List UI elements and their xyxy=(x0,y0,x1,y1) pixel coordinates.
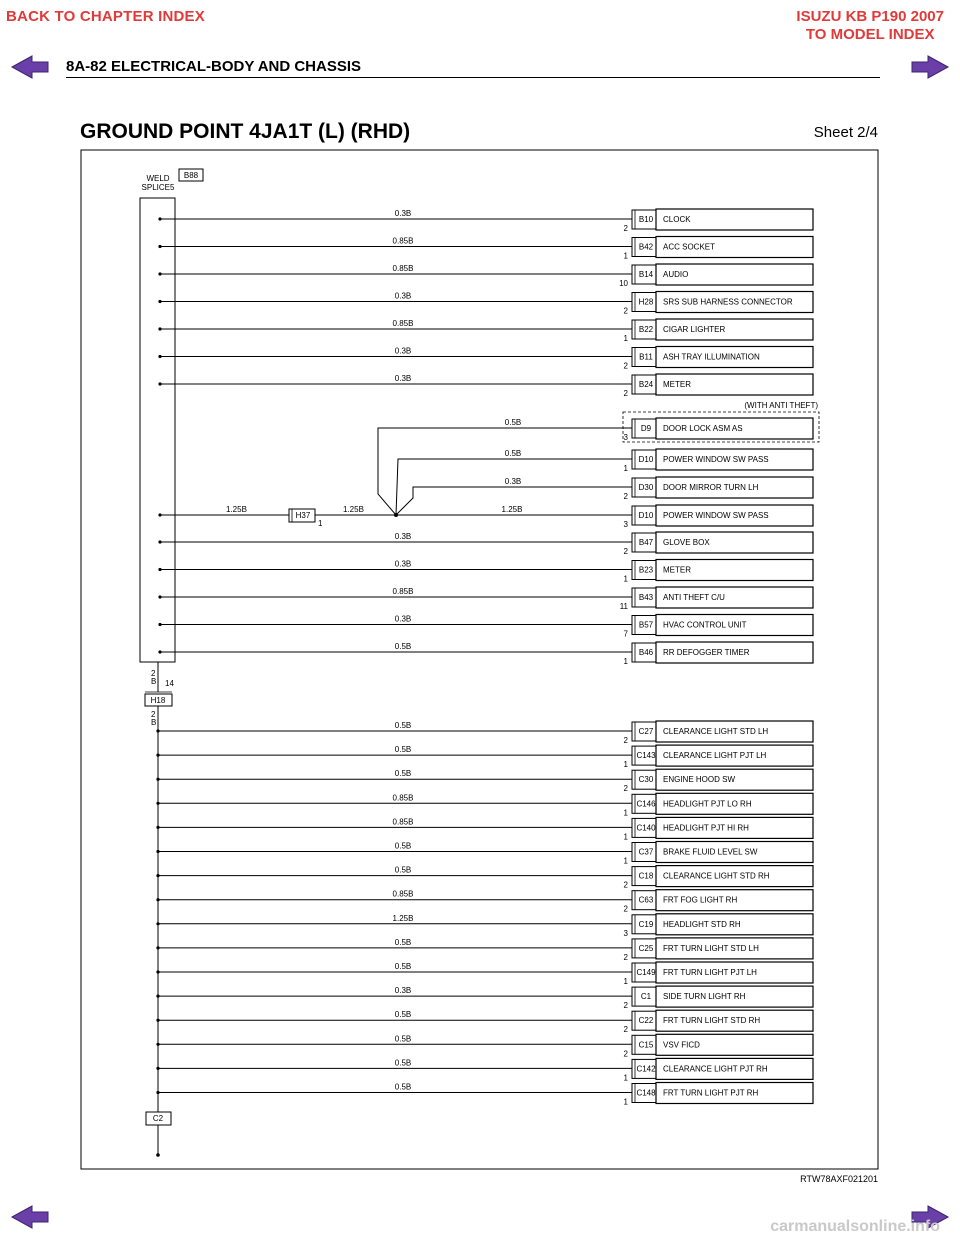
wire-size: 0.5B xyxy=(394,1010,412,1020)
wire-size: 0.5B xyxy=(394,721,412,730)
connector-id: C30 xyxy=(638,775,654,785)
h37-pin: 1 xyxy=(318,519,323,528)
connector-id: C27 xyxy=(638,727,654,736)
h37-splice-dot xyxy=(158,513,161,516)
wire-size: 0.5B xyxy=(394,745,412,755)
connector-id: C37 xyxy=(638,847,654,857)
ground-point-dot xyxy=(156,1153,160,1157)
wire-size: 0.85B xyxy=(392,793,414,803)
wire-size: 0.5B xyxy=(394,937,412,947)
splice-dot xyxy=(156,826,159,829)
circuit-row xyxy=(505,418,813,442)
with-anti-theft-label: (WITH ANTI THEFT) xyxy=(744,401,818,410)
pin-number: 2 xyxy=(623,547,628,556)
pin-number: 1 xyxy=(623,977,628,986)
component-label: ANTI THEFT C/U xyxy=(663,593,725,602)
splice-dot xyxy=(156,1019,159,1022)
wire-size: 0.85B xyxy=(392,236,414,246)
pin-number: 2 xyxy=(623,1001,628,1011)
circuit-row xyxy=(156,793,813,817)
splice-dot xyxy=(158,327,161,330)
connector-id: C1 xyxy=(640,992,652,1002)
component-label: FRT TURN LIGHT PJT RH xyxy=(663,1088,759,1098)
h18-bot-wire-2: B xyxy=(151,718,157,727)
connector-id: B10 xyxy=(638,215,654,224)
splice-dot xyxy=(156,850,159,853)
component-label: DOOR MIRROR TURN LH xyxy=(663,483,759,492)
circuit-row xyxy=(158,560,813,584)
h37-connector-label: H37 xyxy=(295,511,311,520)
component-label: HEADLIGHT PJT HI RH xyxy=(663,823,749,833)
splice-dot xyxy=(158,650,161,653)
splice-dot xyxy=(156,946,159,949)
connector-id: C146 xyxy=(636,799,656,809)
h37-wire-left: 1.25B xyxy=(226,505,247,514)
pin-number: 1 xyxy=(623,464,628,473)
component-label: SIDE TURN LIGHT RH xyxy=(663,992,746,1002)
pin-number: 2 xyxy=(623,784,628,794)
component-label: BRAKE FLUID LEVEL SW xyxy=(663,847,758,857)
wire-size: 0.3B xyxy=(394,559,412,569)
wire-size: 0.5B xyxy=(394,1034,412,1044)
splice-dot xyxy=(158,272,161,275)
pin-number: 2 xyxy=(623,492,628,501)
circuit-row xyxy=(156,1058,813,1082)
wire-size: 0.5B xyxy=(394,1082,412,1092)
weld-splice-block xyxy=(140,198,175,662)
component-label: DOOR LOCK ASM AS xyxy=(663,424,743,433)
circuit-row xyxy=(156,914,813,938)
connector-id: B11 xyxy=(639,352,653,362)
splice-dot xyxy=(156,729,159,732)
wire-size: 0.5B xyxy=(394,962,412,971)
wire-size: 0.3B xyxy=(504,477,522,486)
splice-dot xyxy=(158,300,161,303)
component-label: CLEARANCE LIGHT STD LH xyxy=(663,727,769,736)
splice-dot xyxy=(156,970,159,973)
circuit-row xyxy=(158,264,813,288)
branch-wire-d9 xyxy=(378,428,632,515)
circuit-row xyxy=(158,237,813,261)
wire-size: 0.5B xyxy=(394,769,412,779)
model-name: ISUZU KB P190 2007 xyxy=(796,8,944,25)
splice-dot xyxy=(158,245,161,248)
component-label: HVAC CONTROL UNIT xyxy=(663,620,747,630)
pin-number: 2 xyxy=(623,1025,628,1035)
pin-number: 1 xyxy=(623,251,628,261)
pin-number: 11 xyxy=(619,602,628,611)
component-label: HEADLIGHT PJT LO RH xyxy=(663,799,752,809)
splice-dot xyxy=(158,355,161,358)
circuit-row xyxy=(156,938,813,962)
wire-size: 0.85B xyxy=(392,319,414,328)
splice-dot xyxy=(158,568,161,571)
connector-id: B57 xyxy=(638,620,654,630)
splice-dot xyxy=(158,623,161,626)
pin-number: 1 xyxy=(623,1097,628,1107)
component-label: HEADLIGHT STD RH xyxy=(663,919,741,929)
splice-dot xyxy=(156,802,159,805)
pin-number: 1 xyxy=(623,808,628,818)
circuit-row xyxy=(156,1010,813,1034)
splice-connector-label: B88 xyxy=(183,171,199,180)
splice-dot xyxy=(156,922,159,925)
wire-size: 0.5B xyxy=(394,642,412,651)
pin-number: 3 xyxy=(623,520,628,529)
component-label: POWER WINDOW SW PASS xyxy=(663,511,769,520)
pin-number: 2 xyxy=(623,224,628,233)
circuit-row xyxy=(156,890,813,914)
wire-size: 0.5B xyxy=(504,449,522,458)
wire-size: 0.3B xyxy=(394,374,412,383)
splice-dot xyxy=(156,754,159,757)
sheet-number: Sheet 2/4 xyxy=(813,124,878,141)
circuit-row xyxy=(158,292,813,316)
circuit-row xyxy=(156,745,813,769)
connector-id: B43 xyxy=(638,593,654,602)
wire-size: 0.5B xyxy=(394,841,412,851)
circuit-row xyxy=(505,477,813,501)
connector-id: C148 xyxy=(636,1088,656,1098)
component-label: POWER WINDOW SW PASS xyxy=(663,455,769,464)
circuit-row xyxy=(156,962,813,986)
component-label: SRS SUB HARNESS CONNECTOR xyxy=(663,297,793,307)
component-label: METER xyxy=(663,380,691,389)
wire-size: 0.3B xyxy=(394,614,412,624)
page-title: GROUND POINT 4JA1T (L) (RHD) xyxy=(80,120,411,143)
component-label: RR DEFOGGER TIMER xyxy=(663,648,750,657)
component-label: CLOCK xyxy=(663,215,691,224)
wire-size: 1.25B xyxy=(501,505,523,514)
c2-connector-label: C2 xyxy=(152,1114,164,1123)
pin-number: 2 xyxy=(623,389,628,398)
circuit-row xyxy=(158,347,813,371)
wire-size: 0.85B xyxy=(392,264,414,273)
h18-top-wire-2: B xyxy=(151,677,157,686)
component-label: CLEARANCE LIGHT PJT LH xyxy=(663,751,767,761)
pin-number: 1 xyxy=(623,832,628,842)
component-label: ACC SOCKET xyxy=(663,242,716,252)
component-label: CLEARANCE LIGHT PJT RH xyxy=(663,1064,768,1074)
wire-size: 0.3B xyxy=(394,986,412,996)
wire-size: 0.3B xyxy=(394,291,412,301)
h18-connector-label: H18 xyxy=(150,696,166,705)
connector-id: C22 xyxy=(638,1016,654,1026)
connector-id: C25 xyxy=(638,943,654,953)
component-label: FRT FOG LIGHT RH xyxy=(663,895,738,905)
circuit-row xyxy=(156,986,813,1010)
pin-number: 2 xyxy=(623,736,628,745)
circuit-row xyxy=(156,1083,813,1107)
circuit-row xyxy=(156,866,813,890)
circuit-row xyxy=(158,374,813,398)
connector-id: C19 xyxy=(638,919,654,929)
pin-number: 2 xyxy=(623,952,628,962)
splice-dot xyxy=(156,1067,159,1070)
pin-number: 1 xyxy=(623,334,628,343)
section-header: 8A-82 ELECTRICAL-BODY AND CHASSIS xyxy=(66,58,362,75)
circuit-row xyxy=(156,842,813,866)
component-label: AUDIO xyxy=(663,270,689,279)
connector-id: C140 xyxy=(636,823,656,833)
pin-number: 2 xyxy=(623,306,628,316)
component-label: VSV FICD xyxy=(663,1040,700,1050)
connector-id: D10 xyxy=(638,511,654,520)
wire-size: 0.5B xyxy=(394,1058,412,1068)
circuit-row xyxy=(158,532,813,556)
pin-number: 2 xyxy=(623,1049,628,1059)
pin-number: 10 xyxy=(619,279,628,288)
pin-number: 2 xyxy=(623,880,628,890)
wire-size: 1.25B xyxy=(392,913,414,923)
component-label: GLOVE BOX xyxy=(663,538,710,547)
connector-id: B46 xyxy=(638,648,654,657)
connector-id: C18 xyxy=(638,871,654,881)
wire-size: 0.85B xyxy=(392,889,414,899)
component-label: FRT TURN LIGHT STD LH xyxy=(663,943,759,953)
back-to-chapter-index-link[interactable]: BACK TO CHAPTER INDEX xyxy=(6,8,205,25)
circuit-row xyxy=(505,449,813,473)
h37-wire-right: 1.25B xyxy=(343,505,364,514)
h18-bot-wire-1: 2 xyxy=(151,710,156,719)
splice-dot xyxy=(158,595,161,598)
pin-number: 7 xyxy=(623,629,628,639)
h18-top-wire-1: 2 xyxy=(151,669,156,678)
h18-pin: 14 xyxy=(165,679,174,688)
model-index-label: TO MODEL INDEX xyxy=(805,26,935,43)
splice-dot xyxy=(156,874,159,877)
circuit-row xyxy=(502,505,813,529)
splice-dot xyxy=(158,217,161,220)
wire-size: 0.3B xyxy=(394,209,412,218)
splice-dot xyxy=(156,1091,159,1094)
connector-id: H28 xyxy=(638,297,654,307)
pin-number: 2 xyxy=(623,361,628,371)
wire-size: 0.3B xyxy=(394,346,412,356)
connector-id: D30 xyxy=(638,483,654,492)
splice-label-1: WELD xyxy=(146,174,170,183)
circuit-row xyxy=(156,721,813,745)
reference-code: RTW78AXF021201 xyxy=(800,1174,878,1184)
watermark: carmanualsonline.info xyxy=(770,1218,940,1235)
wire-size: 0.85B xyxy=(392,817,414,827)
component-label: FRT TURN LIGHT STD RH xyxy=(663,1016,761,1026)
connector-id: C63 xyxy=(638,895,654,905)
splice-dot xyxy=(156,778,159,781)
splice-dot xyxy=(158,540,161,543)
circuit-row xyxy=(158,209,813,233)
circuit-row xyxy=(158,615,813,639)
pin-number: 3 xyxy=(623,433,628,442)
connector-id: D9 xyxy=(640,424,652,433)
pin-number: 2 xyxy=(623,904,628,914)
circuit-row xyxy=(156,769,813,793)
splice-dot xyxy=(156,995,159,998)
component-label: ASH TRAY ILLUMINATION xyxy=(663,352,760,362)
component-label: CLEARANCE LIGHT STD RH xyxy=(663,871,770,881)
connector-id: B42 xyxy=(638,242,654,252)
wire-size: 0.5B xyxy=(504,418,522,427)
pin-number: 1 xyxy=(623,657,628,666)
pin-number: 1 xyxy=(623,574,628,584)
connector-id: B23 xyxy=(638,565,654,575)
circuit-row xyxy=(158,319,813,343)
wire-size: 0.85B xyxy=(392,587,414,596)
connector-id: C15 xyxy=(638,1040,654,1050)
component-label: ENGINE HOOD SW xyxy=(663,775,736,785)
splice-dot xyxy=(156,898,159,901)
pin-number: 3 xyxy=(623,928,628,938)
component-label: CIGAR LIGHTER xyxy=(663,325,726,334)
connector-id: B24 xyxy=(638,380,654,389)
wire-size: 0.3B xyxy=(394,532,412,541)
splice-dot xyxy=(158,382,161,385)
circuit-row xyxy=(156,817,813,841)
connector-id: C143 xyxy=(636,751,656,761)
splice-dot xyxy=(156,1043,159,1046)
wire-size: 0.5B xyxy=(394,865,412,875)
connector-id: D10 xyxy=(638,455,654,464)
circuit-row xyxy=(158,587,813,611)
component-label: METER xyxy=(663,565,691,575)
connector-id: B14 xyxy=(638,270,654,279)
connector-id: B47 xyxy=(638,538,654,547)
pin-number: 1 xyxy=(623,760,628,770)
pin-number: 1 xyxy=(623,1073,628,1083)
pin-number: 1 xyxy=(623,856,628,866)
circuit-row xyxy=(158,642,813,666)
component-label: FRT TURN LIGHT PJT LH xyxy=(663,968,757,977)
connector-id: C149 xyxy=(636,968,656,977)
splice-label-2: SPLICE5 xyxy=(141,183,175,192)
circuit-row xyxy=(156,1034,813,1058)
connector-id: C142 xyxy=(636,1064,656,1074)
connector-id: B22 xyxy=(638,325,654,334)
